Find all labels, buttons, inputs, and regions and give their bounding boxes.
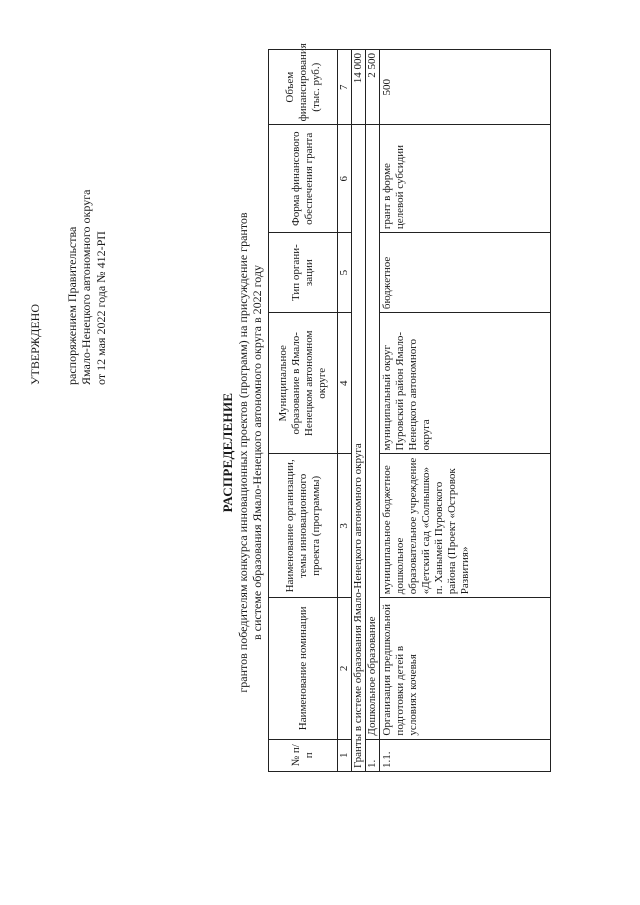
section-total: 14 000: [352, 50, 366, 125]
subsection-label: Дошкольное образование: [366, 125, 380, 739]
header-amount: Объем финансирования (тыс. руб.): [269, 50, 338, 125]
subsection-row: [366, 50, 380, 772]
header-number: № п/п: [269, 739, 338, 771]
row-municipality: муниципальный округ Пуровский район Ямало-Ненецкого автономного округа: [380, 313, 551, 454]
column-number: 3: [338, 454, 352, 598]
subtitle-line-1: грантов победителям конкурса инновационных проектов (программ) на присуждение грантов: [236, 212, 250, 693]
header-nomination: Наименование номинации: [269, 598, 338, 739]
document-title: РАСПРЕДЕЛЕНИЕ: [220, 392, 235, 513]
section-row: [352, 50, 366, 772]
approval-line-2: Ямало-Ненецкого автономного округа: [79, 189, 93, 385]
column-number: 5: [338, 233, 352, 313]
document-subtitle: [236, 0, 264, 905]
header-org-type: Тип органи-зации: [269, 233, 338, 313]
column-number: 4: [338, 313, 352, 454]
distribution-table: [268, 43, 551, 772]
column-number: 2: [338, 598, 352, 739]
row-funding-form: грант в форме целевой субсидии: [380, 125, 551, 233]
row-organization: муниципальное бюджетное дошкольное образовательное учреждение «Детский сад «Солнышко» п. Ханымей Пуровского района (Проект «Островок Развития»: [380, 454, 551, 598]
header-organization: Наименование организации, темы инновационного проекта (программы): [269, 454, 338, 598]
row-amount: 500: [380, 50, 551, 125]
subtitle-line-2: в системе образования Ямало-Ненецкого автономного округа в 2022 году: [250, 264, 264, 641]
header-municipality: Муниципальное образование в Ямало-Ненецком автономном округе: [269, 313, 338, 454]
approval-block: [28, 190, 108, 385]
column-number: 7: [338, 50, 352, 125]
approval-line-1: распоряжением Правительства: [64, 226, 79, 385]
column-number: 1: [338, 739, 352, 771]
table-header-row: [269, 50, 338, 772]
column-number-row: [338, 50, 352, 772]
subsection-total: 2 500: [366, 50, 380, 125]
approval-line-3: от 12 мая 2022 года № 412-РП: [93, 231, 108, 385]
subsection-number: 1.: [366, 739, 380, 771]
row-number: 1.1.: [380, 739, 551, 771]
table-row: [380, 50, 551, 772]
row-org-type: бюджетное: [380, 233, 551, 313]
section-label: Гранты в системе образования Ямало-Ненецкого автономного округа: [352, 125, 366, 772]
header-funding-form: Форма финансового обеспечения гранта: [269, 125, 338, 233]
column-number: 6: [338, 125, 352, 233]
row-nomination: Организация предшкольной подготовки детей в условиях кочевья: [380, 598, 551, 739]
approval-stamp: УТВЕРЖДЕНО: [28, 303, 42, 385]
